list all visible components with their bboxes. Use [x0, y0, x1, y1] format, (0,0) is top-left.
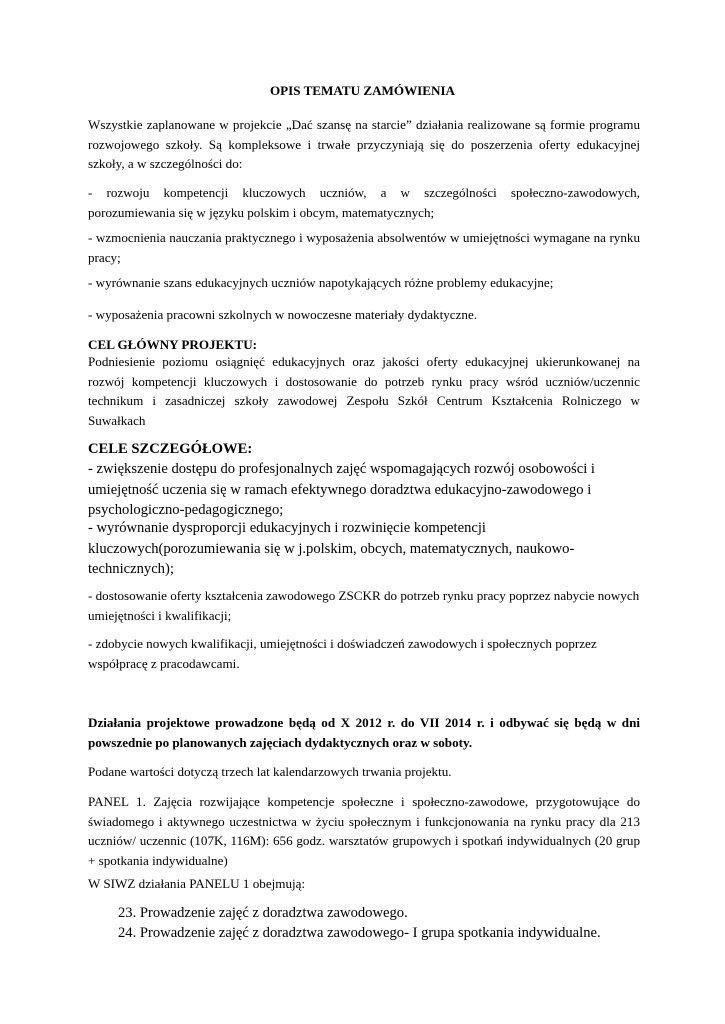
bullet-competencies: - rozwoju kompetencji kluczowych uczniów, a w szczególności społeczno-zawodowych, porozumiewania się w języku polskim i obcym, matematycznych;	[88, 185, 640, 220]
specific-goal-1: - zwiększenie dostępu do profesjonalnych zajęć wspomagających rozwój osobowości i umiejętność uczenia się w ramach efektywnego doradztwa edukacyjno-zawodowego i psychologiczno-pedagogicznego;	[88, 461, 595, 518]
numbered-list	[118, 903, 601, 943]
main-goal-text: Podniesienie poziomu osiągnięć edukacyjnych oraz jakości oferty edukacyjnej ukierunkowanej na rozwój kompetencji kluczowych i dostosowanie do potrzeb rynku pracy wśród uczniów/uczennic technikum i zasadniczej szkoły zawodowej Zespołu Szkół Centrum Kształcenia Rolniczego w Suwałkach	[88, 354, 640, 428]
specific-goals-heading: CELE SZCZEGÓŁOWE:	[88, 441, 253, 457]
panel1-paragraph: PANEL 1. Zajęcia rozwijające kompetencje społeczne i społeczno-zawodowe, przygotowujące do świadomego i aktywnego uczestnictwa w życiu społecznym i funkcjonowania na rynku pracy dla 213 uczniów/ uczennic (107K, 116M): 656 godz. warsztatów grupowych i spotkań indywidualnych (20 grup + spotkania indywidualne)	[88, 794, 640, 868]
list-item: 23. Prowadzenie zajęć z doradztwa zawodowego.	[118, 905, 408, 921]
main-goal-heading: CEL GŁÓWNY PROJEKTU:	[88, 337, 258, 352]
specific-goal-2: - wyrównanie dysproporcji edukacyjnych i rozwinięcie kompetencji kluczowych(porozumiewania się w j.polskim, obcych, matematycznych, naukowo-technicznych);	[88, 520, 575, 577]
document-title: OPIS TEMATU ZAMÓWIENIA	[269, 83, 456, 98]
bullet-equipment: - wyposażenia pracowni szkolnych w nowoczesne materiały dydaktyczne.	[88, 307, 478, 322]
values-note: Podane wartości dotyczą trzech lat kalendarzowych trwania projektu.	[88, 764, 452, 779]
specific-goal-4: - zdobycie nowych kwalifikacji, umiejętności i doświadczeń zawodowych i społecznych poprzez współpracę z pracodawcami.	[88, 636, 597, 671]
schedule-paragraph: Działania projektowe prowadzone będą od X 2012 r. do VII 2014 r. i odbywać się będą w dni powszednie po planowanych zajęciach dydaktycznych oraz w soboty.	[88, 715, 640, 750]
bullet-practical-teaching: - wzmocnienia nauczania praktycznego i wyposażenia absolwentów w umiejętności wymagane na rynku pracy;	[88, 230, 640, 265]
specific-goal-3: - dostosowanie oferty kształcenia zawodowego ZSCKR do potrzeb rynku pracy poprzez nabycie nowych umiejętności i kwalifikacji;	[88, 588, 640, 623]
bullet-equal-chances: - wyrównanie szans edukacyjnych uczniów napotykających różne problemy edukacyjne;	[88, 275, 554, 290]
list-item: 24. Prowadzenie zajęć z doradztwa zawodowego- I grupa spotkania indywidualne.	[118, 925, 601, 941]
siwz-line: W SIWZ działania PANELU 1 obejmują:	[88, 876, 306, 891]
intro-paragraph: Wszystkie zaplanowane w projekcie „Dać szansę na starcie” działania realizowane są formie programu rozwojowego szkoły. Są kompleksowe i trwałe przyczyniają się do poszerzenia oferty edukacyjnej szkoły, a w szczególności do:	[88, 117, 640, 171]
